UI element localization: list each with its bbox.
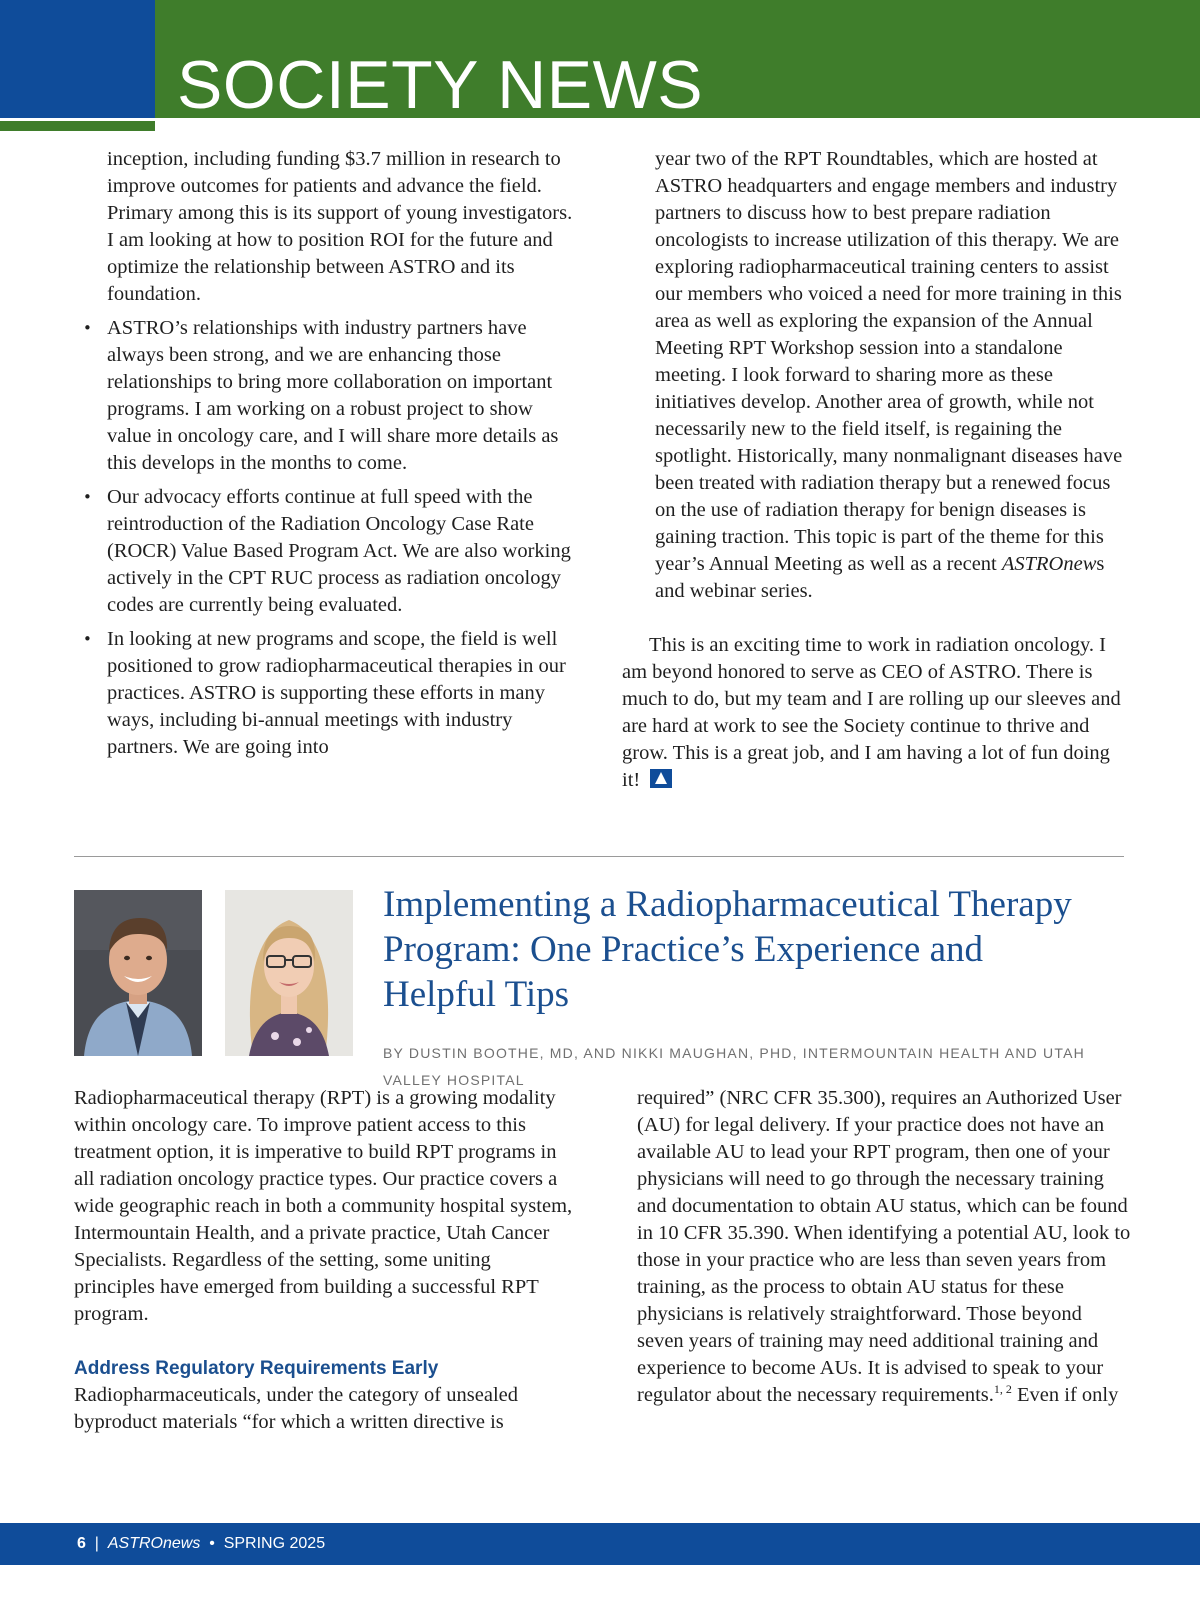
bullet-item: • In looking at new programs and scope, the field is well positioned to grow radiopharmaceutical therapies in our practices. ASTRO is supporting these efforts in many ways, including bi-annual meetings with industry partners. We are going into (74, 626, 574, 761)
continued-text-end: s and webinar series. (655, 553, 1105, 602)
header-green-rule (0, 121, 155, 131)
footnote-refs: 1, 2 (993, 1382, 1012, 1397)
footer-text (77, 1532, 325, 1556)
page-number: 6 (77, 1535, 86, 1552)
magazine-name: ASTROnew (1001, 553, 1097, 575)
intro-paragraph: inception, including funding $3.7 million in research to improve outcomes for patients and advance the field. Primary among this is its support of young investigators. I am looking at how to position ROI for the future and optimize the relationship between ASTRO and its foundation. (107, 148, 573, 305)
article-subhead: Address Regulatory Requirements Early (74, 1358, 439, 1379)
bullet-item: • ASTRO’s relationships with industry partners have always been strong, and we are enhancing those relationships to bring more collaboration on important programs. I am working on a robust project to show value in oncology care, and I will share more details as this develops in the months to come. (74, 315, 574, 477)
author-photo-dustin-boothe (74, 890, 202, 1056)
author-photo-nikki-maughan (225, 890, 353, 1056)
article-left-column (74, 1085, 574, 1436)
top-right-column (622, 146, 1128, 794)
section-divider (74, 856, 1124, 857)
continued-text: year two of the RPT Roundtables, which are hosted at ASTRO headquarters and engage members and industry partners to discuss how to best prepare radiation oncologists to increase utilization of this therapy. We are exploring radiopharmaceutical training centers to assist our members who voiced a need for more training in this area as well as exploring the expansion of the Annual Meeting RPT Workshop session into a standalone meeting. I look forward to sharing more as these initiatives develop. Another area of growth, while not necessarily new to the field itself, is regaining the spotlight. Historically, many nonmalignant diseases have been treated with radiation therapy but a renewed focus on the use of radiation therapy for benign diseases is gaining traction. This topic is part of the theme for this year’s Annual Meeting as well as a recent (655, 148, 1123, 575)
article-intro: Radiopharmaceutical therapy (RPT) is a growing modality within oncology care. To improve patient access to this treatment option, it is imperative to build RPT programs in all radiation oncology practice types. Our practice covers a wide geographic reach in both a community hospital system, Intermountain Health, and a private practice, Utah Cancer Specialists. Regardless of the setting, some uniting principles have emerged from building a successful RPT program. (74, 1087, 573, 1325)
bullet-item: • Our advocacy efforts continue at full speed with the reintroduction of the Radiation Oncology Case Rate (ROCR) Value Based Program Act. We are also working actively in the CPT RUC process as radiation oncology codes are currently being evaluated. (74, 484, 574, 619)
article-paragraph-continued (637, 1085, 1131, 1409)
footer-separator: | (94, 1535, 99, 1552)
section-title: SOCIETY NEWS (177, 47, 704, 123)
closing-paragraph (622, 632, 1128, 794)
article-paragraph: Radiopharmaceuticals, under the category of unsealed byproduct materials “for which a written directive is (74, 1384, 518, 1433)
closing-text: This is an exciting time to work in radiation oncology. I am beyond honored to serve as CEO of ASTRO. There is much to do, but my team and I are rolling up our sleeves and are hard at work to see the Society continue to thrive and grow. This is a great job, and I am having a lot of fun doing it! (622, 634, 1121, 791)
bullet-list (74, 315, 574, 761)
article-right-column (637, 1085, 1131, 1409)
article-byline: BY DUSTIN BOOTHE, MD, AND NIKKI MAUGHAN, PHD, INTERMOUNTAIN HEALTH AND UTAH VALLEY HOSPITAL (383, 1045, 1085, 1088)
footer-bullet: • (209, 1535, 215, 1552)
astro-end-mark-icon (650, 769, 672, 788)
article-title: Implementing a Radiopharmaceutical Therapy Program: One Practice’s Experience and Helpful Tips (383, 884, 1072, 1015)
header-blue-block (0, 0, 155, 118)
continued-paragraph (622, 146, 1128, 605)
article-right-text: required” (NRC CFR 35.300), requires an Authorized User (AU) for legal delivery. If your practice does not have an available AU to lead your RPT program, then one of your physicians will need to go through the necessary training and documentation to obtain AU status, which can be found in 10 CFR 35.390. When identifying a potential AU, look to those in your practice who are less than seven years from training, as the process to obtain AU status for these physicians is relatively straightforward. Those beyond seven years of training may need additional training and experience to become AUs. It is advised to speak to your regulator about the necessary requirements. (637, 1087, 1131, 1406)
article-right-tail: Even if only (1011, 1384, 1119, 1406)
footer-magazine: ASTROnews (107, 1535, 201, 1552)
footer-issue: SPRING 2025 (223, 1535, 326, 1552)
top-left-column (74, 146, 574, 768)
